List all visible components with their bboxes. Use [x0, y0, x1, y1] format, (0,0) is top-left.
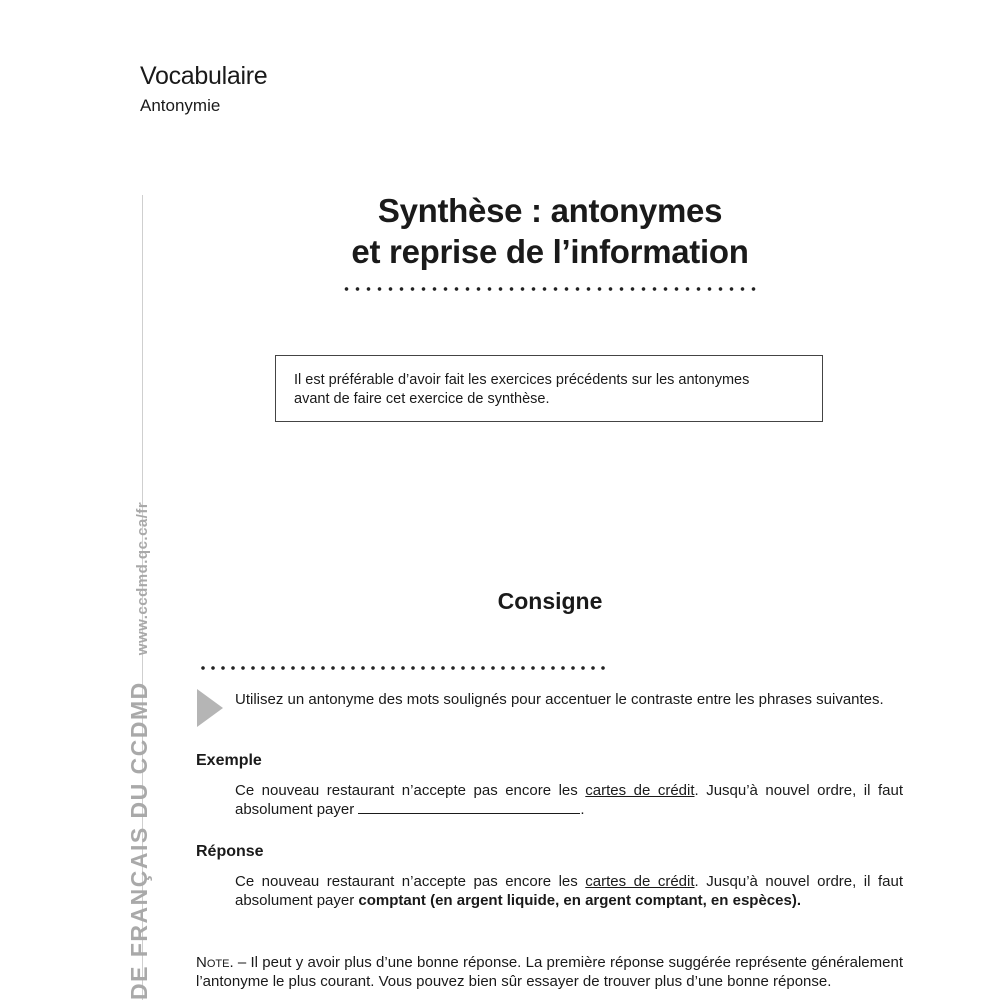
note-label: Note.: [196, 954, 234, 971]
prerequisite-line1: Il est préférable d’avoir fait les exercices précédents sur les antonymes: [294, 372, 750, 388]
subsection-title: Antonymie: [140, 96, 221, 115]
reponse-answer: comptant (en argent liquide, en argent comptant, en espèces): [358, 892, 797, 909]
sidebar-vertical-text: [126, 502, 153, 1000]
page-title: [300, 190, 800, 272]
exemple-label: Exemple: [196, 752, 262, 769]
sidebar-url[interactable]: www.ccdmd.qc.ca/fr: [134, 501, 151, 656]
reponse-text-after: . Jusqu’à nouvel ordre, il faut absolument payer: [235, 873, 904, 909]
exemple-text-after: . Jusqu’à nouvel ordre, il faut absolument payer: [235, 782, 904, 818]
sidebar-publisher: DE FRANÇAIS DU CCDMD: [126, 681, 152, 1000]
note-text: – Il peut y avoir plus d’une bonne réponse. La première réponse suggérée représente généralement l’antonyme le plus courant. Vous pouvez bien sûr essayer de trouver plus d’une bonne réponse.: [196, 954, 903, 990]
page-title-line1: Synthèse : antonymes: [377, 192, 723, 229]
reponse-end: .: [796, 892, 801, 909]
title-dotted-rule: [341, 286, 757, 292]
reponse-text-before: Ce nouveau restaurant n’accepte pas encore les: [235, 873, 586, 890]
note-paragraph: [196, 953, 903, 991]
answer-blank[interactable]: [358, 801, 580, 814]
consigne-instruction: Utilisez un antonyme des mots soulignés pour accentuer le contraste entre les phrases suivantes.: [235, 691, 884, 708]
exemple-text-before: Ce nouveau restaurant n’accepte pas encore les: [235, 782, 586, 799]
prerequisite-line2: avant de faire cet exercice de synthèse.: [294, 391, 550, 407]
reponse-label: Réponse: [196, 843, 264, 860]
prerequisite-note-box: [275, 355, 823, 422]
consigne-heading: Consigne: [497, 588, 603, 614]
exemple-paragraph: [235, 781, 903, 819]
reponse-underlined: cartes de crédit: [585, 873, 695, 890]
triangle-arrow-icon: [197, 689, 223, 727]
consigne-dotted-rule: [198, 665, 608, 671]
section-title: Vocabulaire: [140, 62, 268, 90]
reponse-paragraph: [235, 872, 903, 910]
exemple-underlined: cartes de crédit: [585, 782, 695, 799]
exemple-end: .: [580, 801, 585, 818]
page-title-line2: et reprise de l’information: [351, 233, 749, 270]
